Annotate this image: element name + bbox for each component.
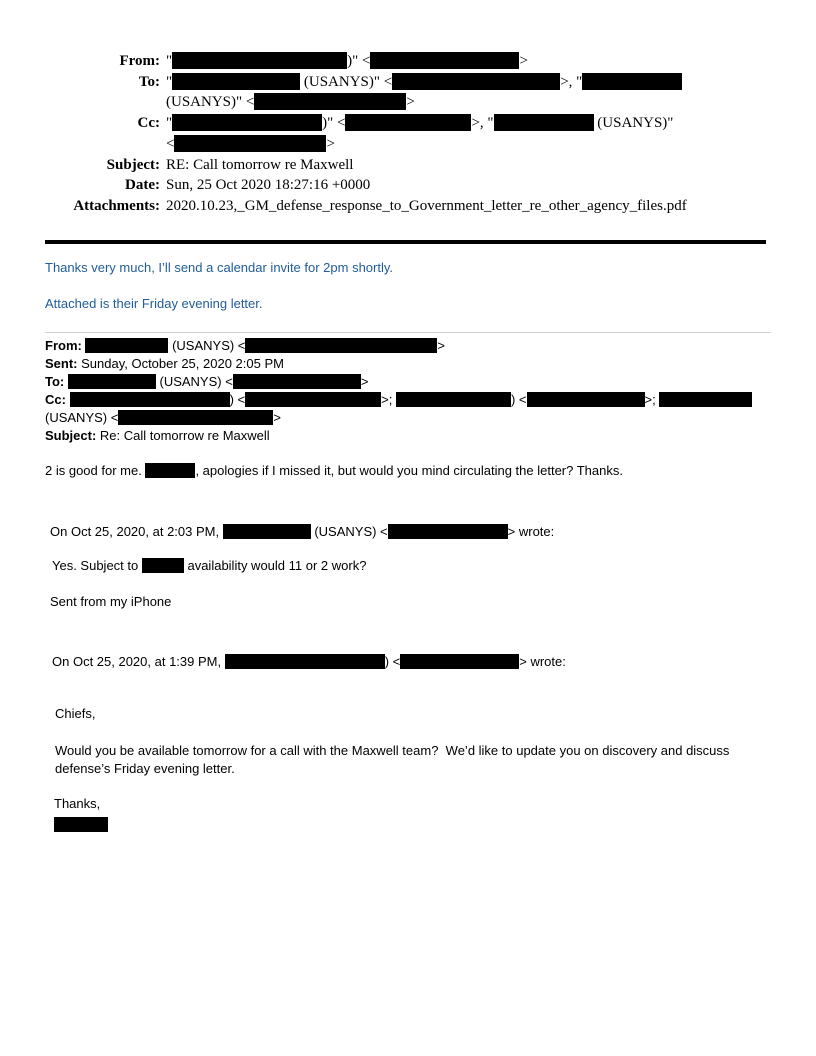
body-closing: Thanks,	[54, 796, 101, 811]
field-value-line	[166, 113, 771, 134]
field-label-from: From:	[119, 53, 160, 69]
text-segment: >	[519, 53, 528, 69]
header-field-subject	[45, 155, 771, 176]
redaction-bar	[223, 524, 311, 539]
redaction-bar	[254, 93, 406, 110]
date-value: Sun, 25 Oct 2020 18:27:16 +0000	[166, 177, 371, 194]
quoted-to-label: To:	[45, 374, 65, 389]
text-segment: <	[166, 135, 175, 152]
field-value-line	[166, 134, 771, 155]
text-segment: (USANYS) <	[155, 374, 233, 389]
text-segment: (USANYS) <	[168, 338, 246, 353]
text-segment: >;	[644, 392, 660, 407]
redaction-bar	[245, 392, 381, 407]
redaction-bar	[582, 73, 682, 90]
text-segment: Yes. Subject to	[52, 558, 142, 573]
quoted-header-sent	[45, 356, 284, 372]
quoted-cc-value	[66, 392, 752, 407]
text-segment: "	[166, 53, 173, 69]
quoted-header-subject	[45, 428, 270, 444]
quoted-from-label: From:	[45, 338, 82, 353]
text-segment: (USANYS)" <	[300, 73, 393, 90]
email-header-block	[45, 51, 771, 217]
text-segment: (USANYS)"	[593, 115, 674, 132]
redaction-bar	[70, 392, 230, 407]
body-line-sent-from-iphone: Sent from my iPhone	[50, 594, 172, 609]
text-segment: >	[437, 338, 445, 353]
quoted-to-value	[64, 374, 368, 389]
text-segment: "	[166, 115, 173, 132]
body-line-reply	[45, 463, 623, 479]
text-segment: (USANYS) <	[45, 410, 119, 425]
field-label-subject: Subject:	[106, 156, 160, 173]
reply-paragraph-2: Attached is their Friday evening letter.	[45, 296, 263, 311]
redaction-bar	[142, 558, 184, 573]
redaction-bar	[370, 52, 519, 69]
text-segment: >, "	[560, 73, 583, 90]
text-segment: )" <	[322, 115, 346, 132]
header-field-from	[45, 51, 771, 72]
field-value-line	[166, 51, 771, 72]
text-segment: >, "	[471, 115, 494, 132]
redaction-bar	[145, 463, 195, 478]
redaction-bar	[233, 374, 361, 389]
redaction-bar	[85, 338, 168, 353]
quoted-header-from	[45, 338, 445, 354]
redaction-bar	[118, 410, 273, 425]
redaction-bar	[494, 114, 594, 131]
signature-redaction-bar	[54, 817, 108, 832]
header-field-cc	[45, 113, 771, 154]
text-segment: ) <	[510, 392, 527, 407]
header-field-date	[45, 175, 771, 196]
redaction-bar	[225, 654, 385, 669]
body-paragraph: Would you be available tomorrow for a call with the Maxwell team? We’d like to update you on discovery and discuss defense’s Friday evening letter.	[55, 743, 734, 776]
text-segment: On Oct 25, 2020, at 1:39 PM,	[52, 654, 225, 669]
redaction-bar	[392, 73, 560, 90]
redaction-bar	[388, 524, 508, 539]
redaction-bar	[172, 73, 300, 90]
subject-value: RE: Call tomorrow re Maxwell	[166, 156, 354, 173]
quoted-header-cc	[45, 392, 752, 408]
redaction-bar	[245, 338, 437, 353]
redaction-bar	[172, 114, 322, 131]
thick-divider-rule	[45, 240, 766, 244]
field-label-to: To:	[138, 73, 160, 90]
text-segment: On Oct 25, 2020, at 2:03 PM,	[50, 524, 223, 539]
redaction-bar	[172, 52, 347, 69]
redaction-bar	[68, 374, 156, 389]
text-segment: availability would 11 or 2 work?	[183, 558, 367, 573]
quoted-from-value	[82, 338, 445, 353]
text-segment: >	[326, 135, 335, 152]
redaction-bar	[345, 114, 471, 131]
text-segment: , apologies if I missed it, but would you mind circulating the letter? Thanks.	[195, 463, 623, 478]
field-label-cc: Cc:	[137, 115, 160, 132]
text-segment: >	[273, 410, 281, 425]
field-value-line	[166, 92, 771, 113]
redaction-bar	[659, 392, 752, 407]
header-field-to	[45, 72, 771, 113]
quoted-cc-label: Cc:	[45, 392, 66, 407]
text-segment: ) <	[229, 392, 246, 407]
field-label-attachments: Attachments:	[73, 197, 160, 214]
text-segment: >	[406, 94, 415, 111]
text-segment: >	[360, 374, 369, 389]
text-segment: > wrote:	[519, 654, 566, 669]
body-quote-attribution-2	[52, 654, 566, 670]
text-segment: >;	[381, 392, 396, 407]
body-greeting: Chiefs,	[55, 706, 96, 721]
text-segment: "	[166, 73, 173, 90]
text-segment: 2 is good for me.	[45, 463, 146, 478]
text-segment: )" <	[347, 53, 371, 69]
text-segment: ) <	[384, 654, 401, 669]
field-value-line	[166, 72, 771, 93]
redaction-bar	[396, 392, 511, 407]
redaction-bar	[174, 135, 326, 152]
redaction-bar	[527, 392, 645, 407]
attachment-filename: 2020.10.23,_GM_defense_response_to_Government_letter_re_other_agency_files.pdf	[166, 197, 687, 214]
quoted-sent-label: Sent:	[45, 356, 78, 371]
body-quote-attribution-1	[50, 524, 554, 540]
quoted-message-divider	[45, 332, 771, 333]
quoted-header-cc-continuation	[45, 410, 281, 426]
text-segment: (USANYS) <	[310, 524, 388, 539]
field-label-date: Date:	[125, 177, 160, 194]
header-field-attachments	[45, 196, 771, 217]
body-line-availability	[52, 558, 366, 574]
quoted-subject-label: Subject:	[45, 428, 97, 443]
text-segment: (USANYS)" <	[166, 94, 255, 111]
text-segment: > wrote:	[507, 524, 555, 539]
quoted-subject-value: Re: Call tomorrow re Maxwell	[96, 428, 270, 443]
quoted-header-to	[45, 374, 368, 390]
redaction-bar	[400, 654, 519, 669]
reply-paragraph-1: Thanks very much, I’ll send a calendar invite for 2pm shortly.	[45, 260, 394, 275]
quoted-sent-value: Sunday, October 25, 2020 2:05 PM	[77, 356, 284, 371]
